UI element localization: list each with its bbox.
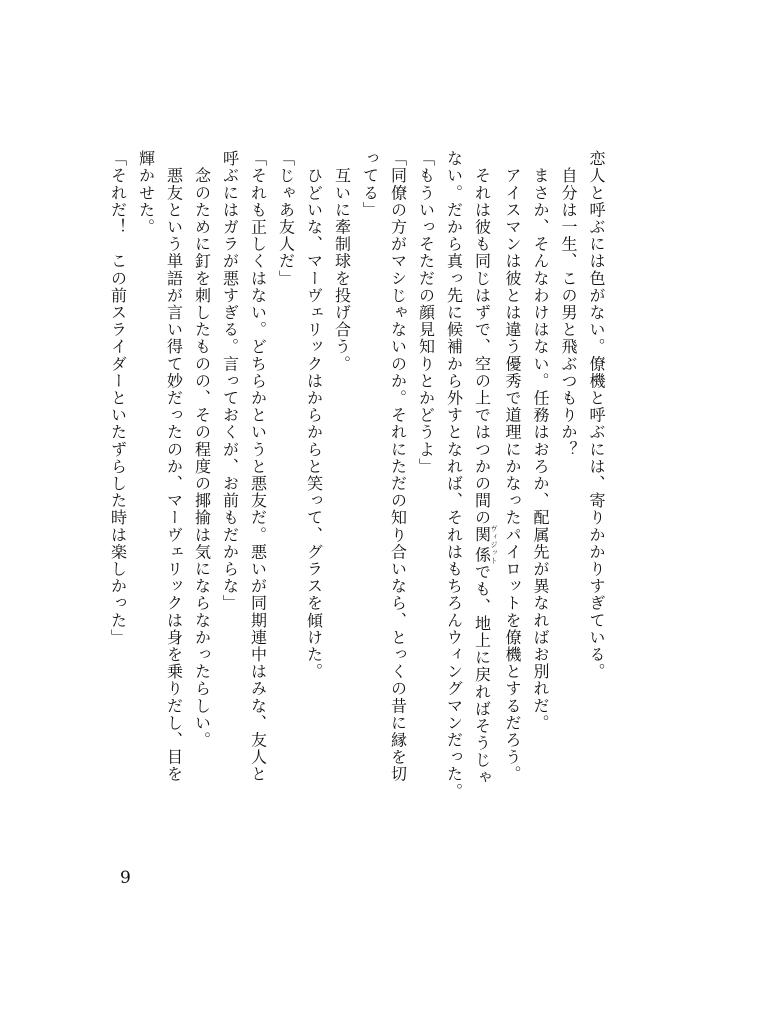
page-number: 9 (120, 868, 131, 888)
ruby-annotated-word: 関係ヴィジット (472, 524, 498, 566)
text-line: 悪友という単語が言い得て妙だったのか、マーヴェリックは身を乗りだし、目を (164, 150, 184, 783)
text-line: 呼ぶにはガラが悪すぎる。言っておくが、お前もだからな」 (220, 150, 240, 612)
text-line: ひどいな、マーヴェリックはからからと笑って、グラスを傾けた。 (304, 150, 324, 681)
text-line: 互いに牽制球を投げ合う。 (332, 150, 352, 373)
text-line: 恋人と呼ぶには色がない。僚機と呼ぶには、寄りかかりすぎている。 (587, 150, 606, 681)
text-line: 「それも正しくはない。どちらかというと悪友だ。悪いが同期連中はみな、友人と (248, 150, 268, 783)
text-line: 「もういっそただの顔見知りとかどうよ」 (416, 150, 436, 475)
text-line: アイスマンは彼とは違う優秀で道理にかなったパイロットを僚機とするだろう。 (503, 150, 522, 783)
ruby-reading: ヴィジット (490, 524, 498, 566)
text-line: まさか、そんなわけはない。任務はおろか、配属先が異なればお別れだ。 (531, 150, 550, 732)
text-line: 輝かせた。 (136, 150, 156, 236)
text-line: 「同僚の方がマシじゃないのか。それにただの知り合いなら、とっくの昔に縁を切 (388, 150, 408, 783)
text-line: ない。だから真っ先に候補から外すとなれば、それはもちろんウィングマンだった。 (444, 150, 464, 800)
text-line: 「それだ！ この前スライダーといたずらした時は楽しかった」 (108, 150, 128, 646)
vertical-body-text (108, 150, 610, 800)
text-line: 自分は一生、この男と飛ぶつもりか？ (559, 150, 578, 458)
text-line: ってる」 (360, 150, 380, 219)
text-line: 「じゃあ友人だ」 (276, 150, 296, 287)
text-line: 念のために釘を刺したものの、その程度の揶揄は気にならなかったらしい。 (192, 150, 212, 749)
text-line: それは彼も同じはずで、空の上ではつかの間の関係ヴィジットでも、地上に戻ればそうじゃ (472, 150, 498, 786)
